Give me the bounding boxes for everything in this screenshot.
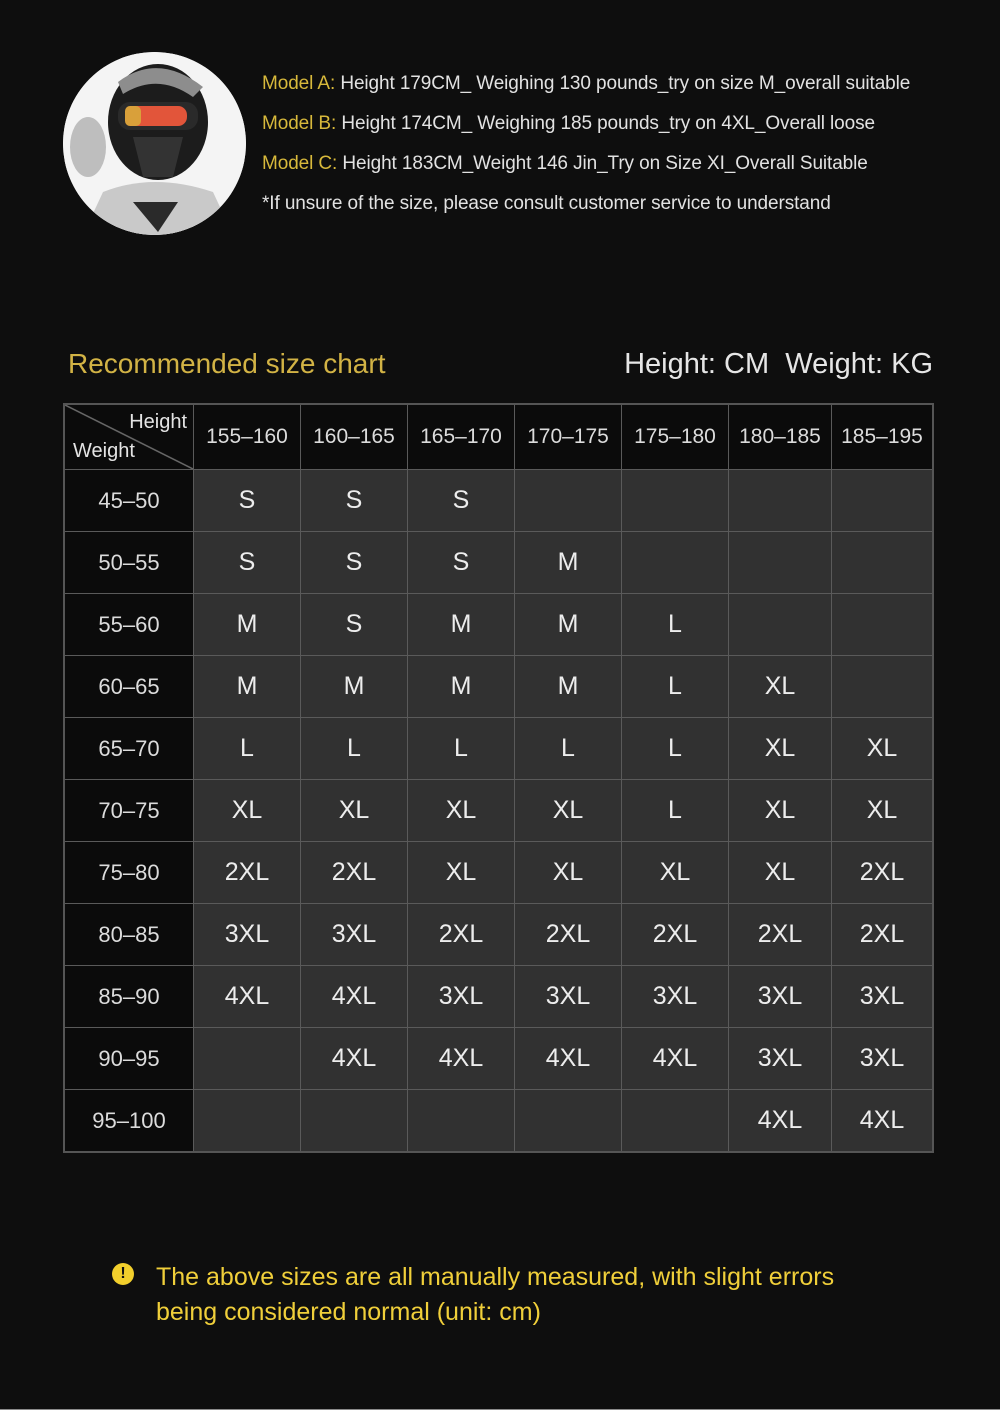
- size-cell: 2XL: [515, 904, 622, 966]
- size-cell: [832, 532, 934, 594]
- size-cell: 3XL: [832, 966, 934, 1028]
- size-cell: 3XL: [729, 1028, 832, 1090]
- height-header: 180–185: [729, 404, 832, 470]
- size-cell: M: [408, 594, 515, 656]
- size-cell: 4XL: [301, 966, 408, 1028]
- size-cell: [194, 1028, 301, 1090]
- model-c-line: [262, 150, 982, 190]
- size-cell: XL: [832, 780, 934, 842]
- table-row: [64, 470, 933, 532]
- size-cell: [622, 470, 729, 532]
- weight-range-cell: 45–50: [64, 470, 194, 532]
- corner-cell: [64, 404, 194, 470]
- helmet-rider-image: [63, 52, 246, 235]
- table-row: [64, 904, 933, 966]
- weight-range-cell: 55–60: [64, 594, 194, 656]
- height-header: 185–195: [832, 404, 934, 470]
- model-a-text: Height 179CM_ Weighing 130 pounds_try on size M_overall suitable: [335, 73, 911, 94]
- size-cell: 2XL: [832, 842, 934, 904]
- weight-range-cell: 60–65: [64, 656, 194, 718]
- size-cell: [832, 594, 934, 656]
- size-cell: M: [301, 656, 408, 718]
- model-b-line: [262, 110, 982, 150]
- size-chart-title: Recommended size chart: [68, 348, 386, 379]
- weight-range-cell: 50–55: [64, 532, 194, 594]
- model-a-label: Model A:: [262, 73, 336, 94]
- height-header: 165–170: [408, 404, 515, 470]
- size-cell: [622, 1090, 729, 1153]
- height-header: 155–160: [194, 404, 301, 470]
- model-c-text: Height 183CM_Weight 146 Jin_Try on Size XI_Overall Suitable: [337, 153, 868, 174]
- size-cell: M: [515, 656, 622, 718]
- size-cell: 4XL: [194, 966, 301, 1028]
- size-cell: M: [194, 594, 301, 656]
- note-text: The above sizes are all manually measured, with slight errors being considered normal (unit: cm): [156, 1263, 835, 1326]
- size-cell: M: [515, 594, 622, 656]
- size-cell: 4XL: [729, 1090, 832, 1153]
- weight-range-cell: 65–70: [64, 718, 194, 780]
- size-cell: 3XL: [729, 966, 832, 1028]
- weight-range-cell: 90–95: [64, 1028, 194, 1090]
- height-header: 170–175: [515, 404, 622, 470]
- size-cell: S: [301, 470, 408, 532]
- size-cell: S: [194, 470, 301, 532]
- size-cell: XL: [515, 780, 622, 842]
- table-row: [64, 594, 933, 656]
- height-header: 160–165: [301, 404, 408, 470]
- header-row: [64, 404, 933, 470]
- size-cell: L: [194, 718, 301, 780]
- size-cell: L: [515, 718, 622, 780]
- model-a-line: [262, 70, 982, 110]
- size-cell: 2XL: [832, 904, 934, 966]
- table-row: [64, 656, 933, 718]
- size-cell: 4XL: [408, 1028, 515, 1090]
- model-photo: [63, 52, 246, 235]
- size-cell: S: [194, 532, 301, 594]
- size-cell: [729, 594, 832, 656]
- size-cell: [515, 1090, 622, 1153]
- table-row: [64, 780, 933, 842]
- exclamation-circle-icon: !: [112, 1263, 134, 1285]
- size-cell: XL: [729, 780, 832, 842]
- model-b-text: Height 174CM_ Weighing 185 pounds_try on 4XL_Overall loose: [336, 113, 875, 134]
- size-cell: 4XL: [301, 1028, 408, 1090]
- size-cell: 4XL: [832, 1090, 934, 1153]
- size-cell: 4XL: [515, 1028, 622, 1090]
- weight-range-cell: 95–100: [64, 1090, 194, 1153]
- size-cell: 4XL: [622, 1028, 729, 1090]
- size-cell: 3XL: [832, 1028, 934, 1090]
- size-cell: 3XL: [515, 966, 622, 1028]
- size-cell: [832, 656, 934, 718]
- size-cell: 3XL: [408, 966, 515, 1028]
- size-cell: XL: [729, 842, 832, 904]
- size-cell: [729, 532, 832, 594]
- size-cell: XL: [729, 718, 832, 780]
- size-cell: XL: [622, 842, 729, 904]
- table-row: [64, 842, 933, 904]
- size-cell: 3XL: [194, 904, 301, 966]
- size-cell: L: [408, 718, 515, 780]
- size-cell: L: [622, 718, 729, 780]
- units-label: Height: CM Weight: KG: [624, 348, 933, 380]
- size-cell: [515, 470, 622, 532]
- size-cell: [194, 1090, 301, 1153]
- size-cell: XL: [832, 718, 934, 780]
- size-cell: 2XL: [194, 842, 301, 904]
- size-cell: 3XL: [301, 904, 408, 966]
- size-cell: M: [515, 532, 622, 594]
- size-cell: [622, 532, 729, 594]
- size-cell: 3XL: [622, 966, 729, 1028]
- height-header: 175–180: [622, 404, 729, 470]
- size-cell: [301, 1090, 408, 1153]
- weight-range-cell: 75–80: [64, 842, 194, 904]
- size-cell: XL: [408, 780, 515, 842]
- size-cell: 2XL: [729, 904, 832, 966]
- size-cell: L: [622, 780, 729, 842]
- size-cell: XL: [729, 656, 832, 718]
- corner-weight-label: Weight: [73, 440, 135, 462]
- size-cell: 2XL: [301, 842, 408, 904]
- size-cell: M: [194, 656, 301, 718]
- table-row: [64, 718, 933, 780]
- size-hint: *If unsure of the size, please consult customer service to understand: [262, 193, 831, 214]
- size-cell: L: [301, 718, 408, 780]
- size-cell: XL: [515, 842, 622, 904]
- size-cell: 2XL: [622, 904, 729, 966]
- size-cell: [729, 470, 832, 532]
- weight-range-cell: 80–85: [64, 904, 194, 966]
- size-cell: XL: [301, 780, 408, 842]
- size-cell: L: [622, 594, 729, 656]
- size-cell: XL: [194, 780, 301, 842]
- size-cell: S: [301, 594, 408, 656]
- size-cell: [408, 1090, 515, 1153]
- size-cell: S: [301, 532, 408, 594]
- weight-range-cell: 85–90: [64, 966, 194, 1028]
- size-cell: L: [622, 656, 729, 718]
- size-cell: S: [408, 532, 515, 594]
- size-cell: M: [408, 656, 515, 718]
- model-b-label: Model B:: [262, 113, 337, 134]
- model-fit-notes: [262, 70, 982, 230]
- table-row: [64, 1090, 933, 1153]
- size-chart-table: [63, 403, 934, 1153]
- size-cell: 2XL: [408, 904, 515, 966]
- size-cell: [832, 470, 934, 532]
- model-c-label: Model C:: [262, 153, 338, 174]
- table-row: [64, 1028, 933, 1090]
- table-row: [64, 966, 933, 1028]
- size-cell: XL: [408, 842, 515, 904]
- size-cell: S: [408, 470, 515, 532]
- weight-range-cell: 70–75: [64, 780, 194, 842]
- corner-height-label: Height: [129, 411, 187, 433]
- table-row: [64, 532, 933, 594]
